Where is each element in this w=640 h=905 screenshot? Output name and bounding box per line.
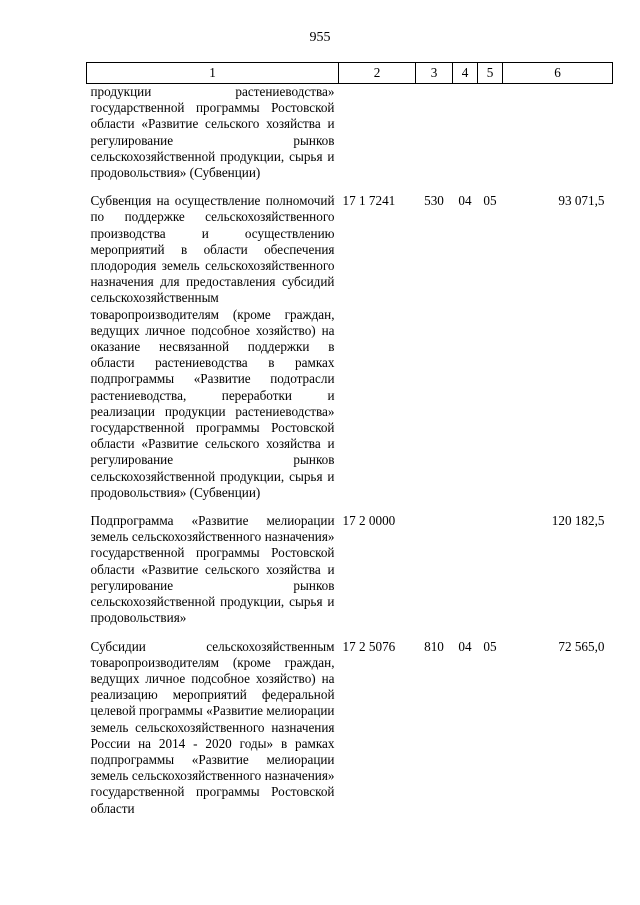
table-row <box>87 193 613 513</box>
budget-table <box>86 62 613 829</box>
row-description: Субвенция на осуществление полномочий по поддержке сельскохозяйственного производства и осуществлению мероприятий в области обеспечения плодородия земель сельскохозяйственного назначения для предоставления субсидий сельскохозяйственным товаропроизводителям (кроме граждан, ведущих личное подсобное хозяйство) на оказание несвязанной поддержки в области растениеводства в рамках подпрограммы «Развитие подотрасли растениеводства, переработки и реализации продукции растениеводства» государственной программы Ростовской области «Развитие сельского хозяйства и регулирование рынков сельскохозяйственной продукции, сырья и продовольствия» (Субвенции) <box>90 193 335 500</box>
row-vr: 810 <box>424 638 444 654</box>
row-vr: 530 <box>424 193 444 209</box>
row-rz <box>453 513 478 638</box>
row-description: Подпрограмма «Развитие мелиорации земель сельскохозяйственного назначения» государственной программы Ростовской области «Развитие сельского хозяйства и регулирование рынков сельскохозяйственной продукции, сырья и продовольствия» <box>90 513 335 626</box>
page-number: 955 <box>309 30 331 45</box>
column-header: 5 <box>478 63 503 84</box>
row-pr <box>478 513 503 638</box>
row-pr: 05 <box>483 638 497 654</box>
row-rz: 04 <box>458 193 472 209</box>
table-row <box>87 513 613 638</box>
row-vr <box>416 513 453 638</box>
row-rz: 04 <box>458 638 472 654</box>
row-code: 17 2 5076 <box>342 638 396 654</box>
row-code: 17 1 7241 <box>342 193 396 209</box>
row-amount: 72 565,0 <box>558 638 605 654</box>
row-amount: 93 071,5 <box>558 193 605 209</box>
row-pr <box>478 84 503 194</box>
column-header: 3 <box>416 63 453 84</box>
row-code <box>339 84 416 194</box>
column-header: 4 <box>453 63 478 84</box>
table-header-row <box>87 63 613 84</box>
row-rz <box>453 84 478 194</box>
column-header: 6 <box>503 63 613 84</box>
row-code: 17 2 0000 <box>342 513 396 529</box>
table-row <box>87 84 613 194</box>
row-pr: 05 <box>483 193 497 209</box>
row-amount: 120 182,5 <box>551 513 605 529</box>
table-row <box>87 639 613 829</box>
column-header: 1 <box>87 63 339 84</box>
row-amount <box>503 84 613 194</box>
row-description: продукции растениеводства» государственной программы Ростовской области «Развитие сельского хозяйства и регулирование рынков сельскохозяйственной продукции, сырья и продовольствия» (Субвенции) <box>90 84 335 181</box>
row-description: Субсидии сельскохозяйственным товаропроизводителям (кроме граждан, ведущих личное подсобное хозяйство) на реализацию мероприятий федеральной целевой программы «Развитие мелиорации земель сельскохозяйственного назначения России на 2014 - 2020 годы» в рамках подпрограммы «Развитие мелиорации земель сельскохозяйственного назначения» государственной программы Ростовской области <box>90 638 335 816</box>
row-vr <box>416 84 453 194</box>
column-header: 2 <box>339 63 416 84</box>
